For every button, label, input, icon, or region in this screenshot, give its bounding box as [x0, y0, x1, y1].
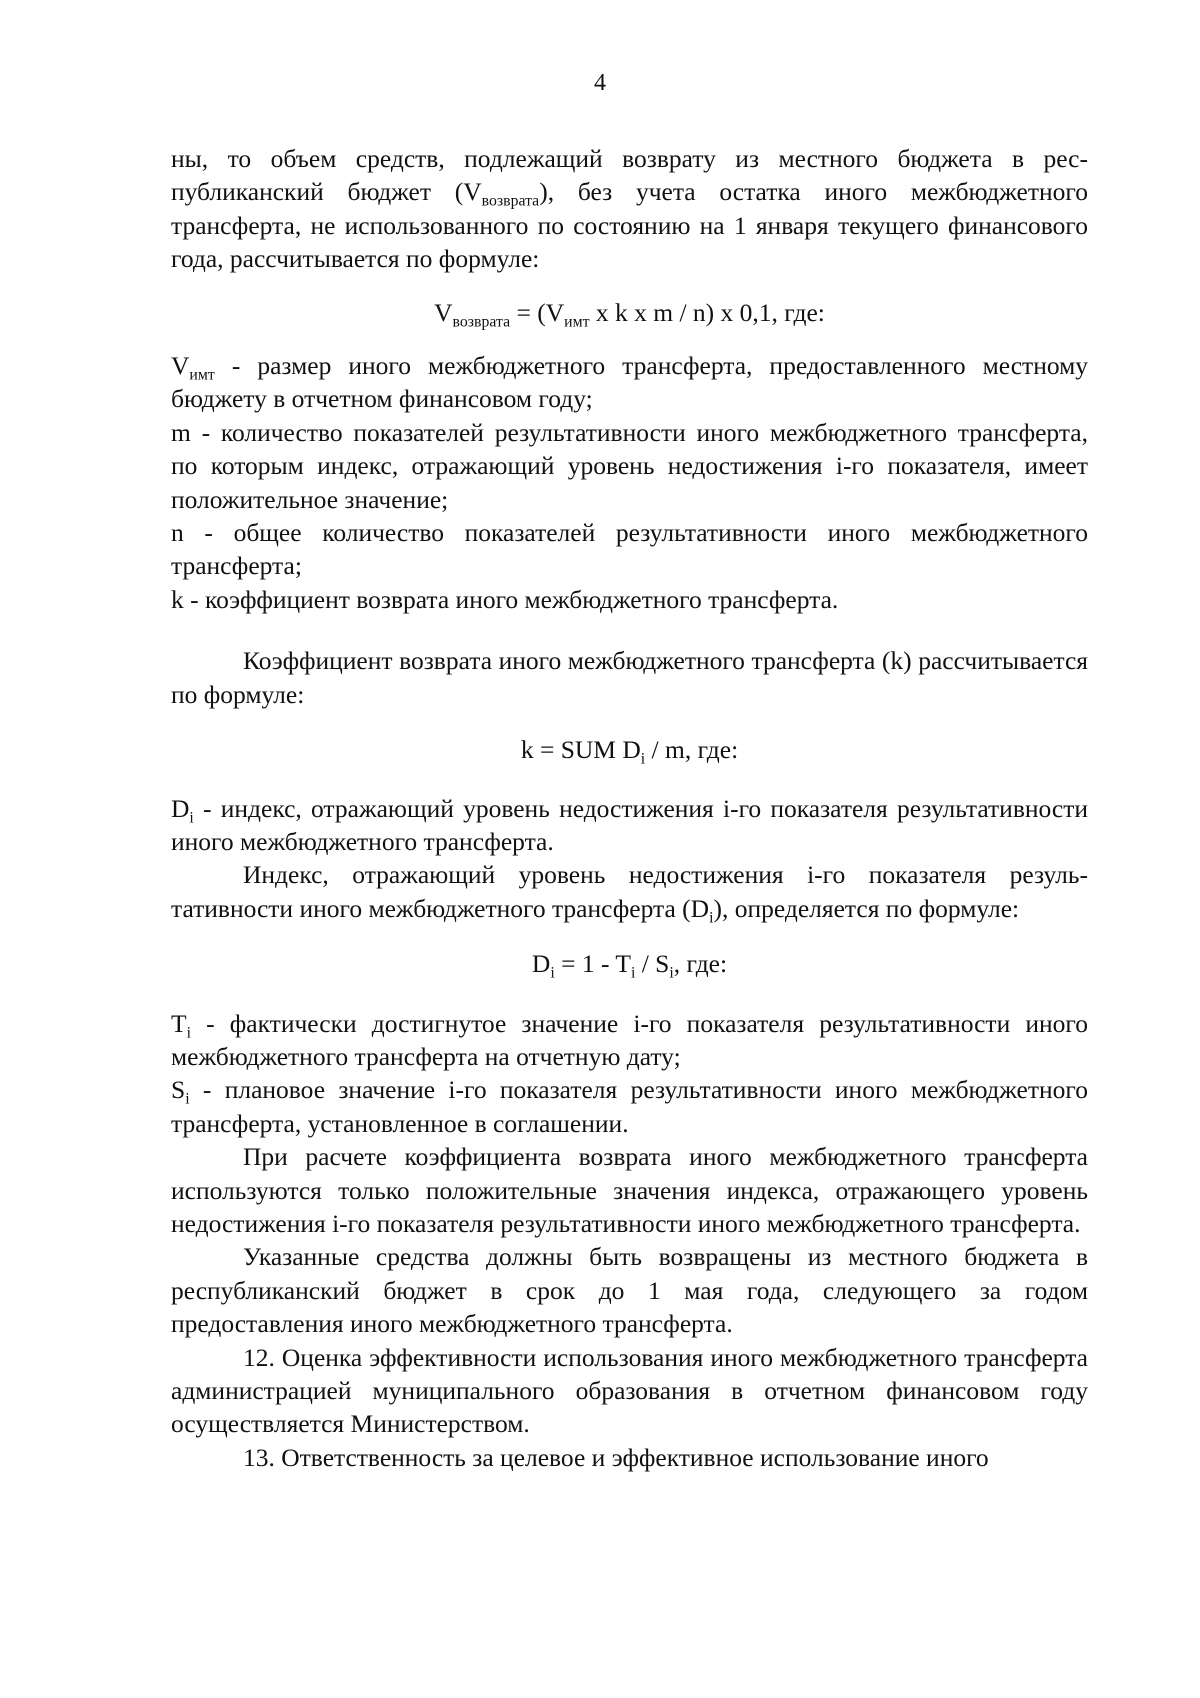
paragraph-item-12: 12. Оценка эффективности использования иного межбюджетного трансферта администрацией муниципального образования в отчетном финансовом году осуществляется Министерством. [171, 1342, 1088, 1439]
paragraph-coefficient: Коэффициент возврата иного межбюджетного трансферта (k) рассчитывается по формуле: [171, 646, 1088, 709]
formula-coefficient: k = SUM $D_i$ / m, где: [520, 735, 739, 768]
document-body [171, 142, 1088, 1474]
page-number: 4 [594, 70, 606, 96]
definition-k: k - коэффициент возврата иного межбюджетного трансферта. [171, 584, 839, 614]
paragraph-index: Индекс, отражающий уровень недостижения i-го показателя результативности иного межбюджетного трансферта $(D_i)$, определяется по формуле: [171, 860, 1088, 927]
paragraph-intro: ны, то объем средств, подлежащий возврату из местного бюджета в республиканский бюджет $(V_{возврата})$, без учета остатка иного межбюджетного трансферта, не использованного по состоянию на 1 января текущего финансового года, рассчитывается по формуле: [171, 144, 1088, 274]
definition-vimt: $V_{имт}$ - размер иного межбюджетного трансферта, предоставленного местному бюджету в отчетном финансовом году; [171, 351, 1088, 414]
paragraph-calculation: При расчете коэффициента возврата иного межбюджетного трансферта используются только положительные значения индекса, отражающего уровень недостижения i-го показателя результативности иного межбюджетного трансферта. [171, 1142, 1088, 1238]
definition-ti: $T_i$ - фактически достигнутое значение i-го показателя результативности иного межбюджетного трансферта на отчетную дату; [171, 1008, 1088, 1071]
definition-si: $S_i$ - плановое значение i-го показателя результативности иного межбюджетного трансферта, установленное в соглашении. [171, 1075, 1088, 1138]
formula-index: $D_i = 1 - T_i / S_i$, где: [531, 949, 728, 982]
paragraph-item-13: 13. Ответственность за целевое и эффективное использование иного [243, 1442, 989, 1472]
formula-return-volume: $V_{возврата} = (V_{имт}$ x k x m / n) x 0,1, где: [434, 297, 825, 331]
definition-m: m - количество показателей результативности иного межбюджетного трансферта, по которым индекс, отражающий уровень недостижения i-го показателя, имеет положительное значение; [171, 417, 1088, 514]
definition-n: n - общее количество показателей результативности иного межбюджетного трансферта; [171, 518, 1088, 581]
definition-di: $D_i$ - индекс, отражающий уровень недостижения i-го показателя результативности иного межбюджетного трансферта. [171, 793, 1088, 856]
paragraph-return-deadline: Указанные средства должны быть возвращены из местного бюджета в республиканский бюджет в срок до 1 мая года, следующего за годом предоставления иного межбюджетного трансферта. [171, 1242, 1088, 1339]
